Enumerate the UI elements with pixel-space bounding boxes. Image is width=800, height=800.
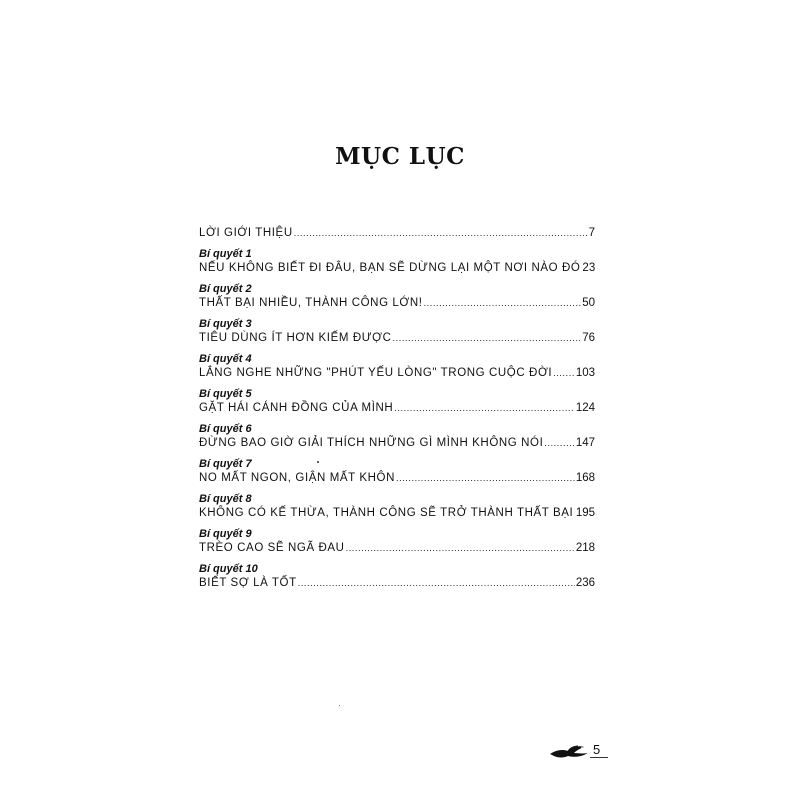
toc-entry-label: Bí quyết 7	[199, 458, 252, 470]
toc-entry-text: TIÊU DÙNG ÍT HƠN KIẾM ĐƯỢC	[199, 332, 392, 344]
toc-entry-page: 236	[575, 577, 595, 589]
dot-leader	[346, 541, 575, 556]
page-title: MỤC LỤC	[335, 143, 465, 170]
dot-leader	[396, 471, 575, 486]
toc-entry	[199, 562, 595, 591]
toc-entry-text: THẤT BẠI NHIỀU, THÀNH CÔNG LỚN!	[199, 297, 423, 309]
toc-entry-label: Bí quyết 8	[199, 493, 252, 505]
dot-leader	[574, 506, 575, 521]
toc-entry	[199, 387, 595, 416]
toc-entry-text: NẾU KHÔNG BIẾT ĐI ĐÂU, BẠN SẼ DỪNG LẠI MỘT NƠI NÀO ĐÓ	[199, 262, 581, 274]
toc-entry-page: 218	[575, 542, 595, 554]
toc-entry	[199, 422, 595, 451]
dot-leader	[424, 296, 582, 311]
toc-entry-line	[199, 366, 595, 381]
page-folio	[548, 741, 608, 761]
toc-entry	[199, 317, 595, 346]
toc-entry-text: KHÔNG CÓ KẾ THỪA, THÀNH CÔNG SẼ TRỞ THÀNH THẤT BẠI	[199, 507, 574, 519]
toc-entry-label: Bí quyết 3	[199, 318, 252, 330]
toc-entry-page: 124	[575, 402, 595, 414]
dot-leader	[294, 226, 588, 241]
folio-rule	[590, 757, 608, 758]
dot-leader	[394, 401, 575, 416]
toc-entry-line	[199, 541, 595, 556]
toc-entry-text: ĐỪNG BAO GIỜ GIẢI THÍCH NHỮNG GÌ MÌNH KHÔNG NÓI	[199, 437, 544, 449]
print-speck	[317, 461, 319, 463]
toc-entry-label: Bí quyết 5	[199, 388, 252, 400]
toc-entry-page: 23	[582, 262, 596, 274]
print-speck	[339, 705, 340, 706]
toc-entry-page: 168	[575, 472, 595, 484]
toc-entry-label: Bí quyết 10	[199, 563, 258, 575]
toc-entry-page: 195	[575, 507, 595, 519]
toc-entry-label: Bí quyết 2	[199, 283, 252, 295]
dot-leader	[544, 436, 574, 451]
toc-entry-line	[199, 436, 595, 451]
toc-entry	[199, 492, 595, 521]
toc-entry-page: 50	[582, 297, 595, 309]
toc-entry	[199, 247, 595, 276]
toc-entry-text: NO MẤT NGON, GIẬN MẤT KHÔN	[199, 472, 395, 484]
toc-entry	[199, 352, 595, 381]
toc-entry-text: GẶT HÁI CÁNH ĐỒNG CỦA MÌNH	[199, 402, 394, 414]
toc-entry-line	[199, 261, 595, 276]
toc-entry-line	[199, 471, 595, 486]
toc-entry-line	[199, 506, 595, 521]
table-of-contents	[199, 226, 595, 591]
toc-entry-label: Bí quyết 6	[199, 423, 252, 435]
toc-entry-page: 147	[575, 437, 595, 449]
toc-entry-line	[199, 576, 595, 591]
toc-entry-text: LẮNG NGHE NHỮNG "PHÚT YẾU LÒNG" TRONG CUỘC ĐỜI	[199, 367, 553, 379]
toc-entry-label: Bí quyết 1	[199, 248, 252, 260]
toc-entry	[199, 527, 595, 556]
toc-entry-label: Bí quyết 9	[199, 528, 252, 540]
toc-entry-line	[199, 331, 595, 346]
toc-entry-page: 76	[582, 332, 595, 344]
toc-entry-page: 103	[575, 367, 595, 379]
toc-entry-text: BIẾT SỢ LÀ TỐT	[199, 577, 297, 589]
dot-leader	[553, 366, 575, 381]
dot-leader	[298, 576, 575, 591]
toc-entry-line	[199, 401, 595, 416]
dot-leader	[393, 331, 582, 346]
page-number: 5	[593, 742, 601, 757]
toc-entry-text: TRÈO CAO SẼ NGÃ ĐAU	[199, 542, 345, 554]
toc-entry-line	[199, 296, 595, 311]
toc-intro	[199, 226, 595, 241]
bird-ornament-icon	[548, 741, 592, 761]
toc-entry	[199, 457, 595, 486]
toc-intro-text: LỜI GIỚI THIỆU	[199, 227, 293, 239]
toc-entry	[199, 282, 595, 311]
toc-intro-page: 7	[588, 227, 595, 239]
toc-entry-label: Bí quyết 4	[199, 353, 252, 365]
